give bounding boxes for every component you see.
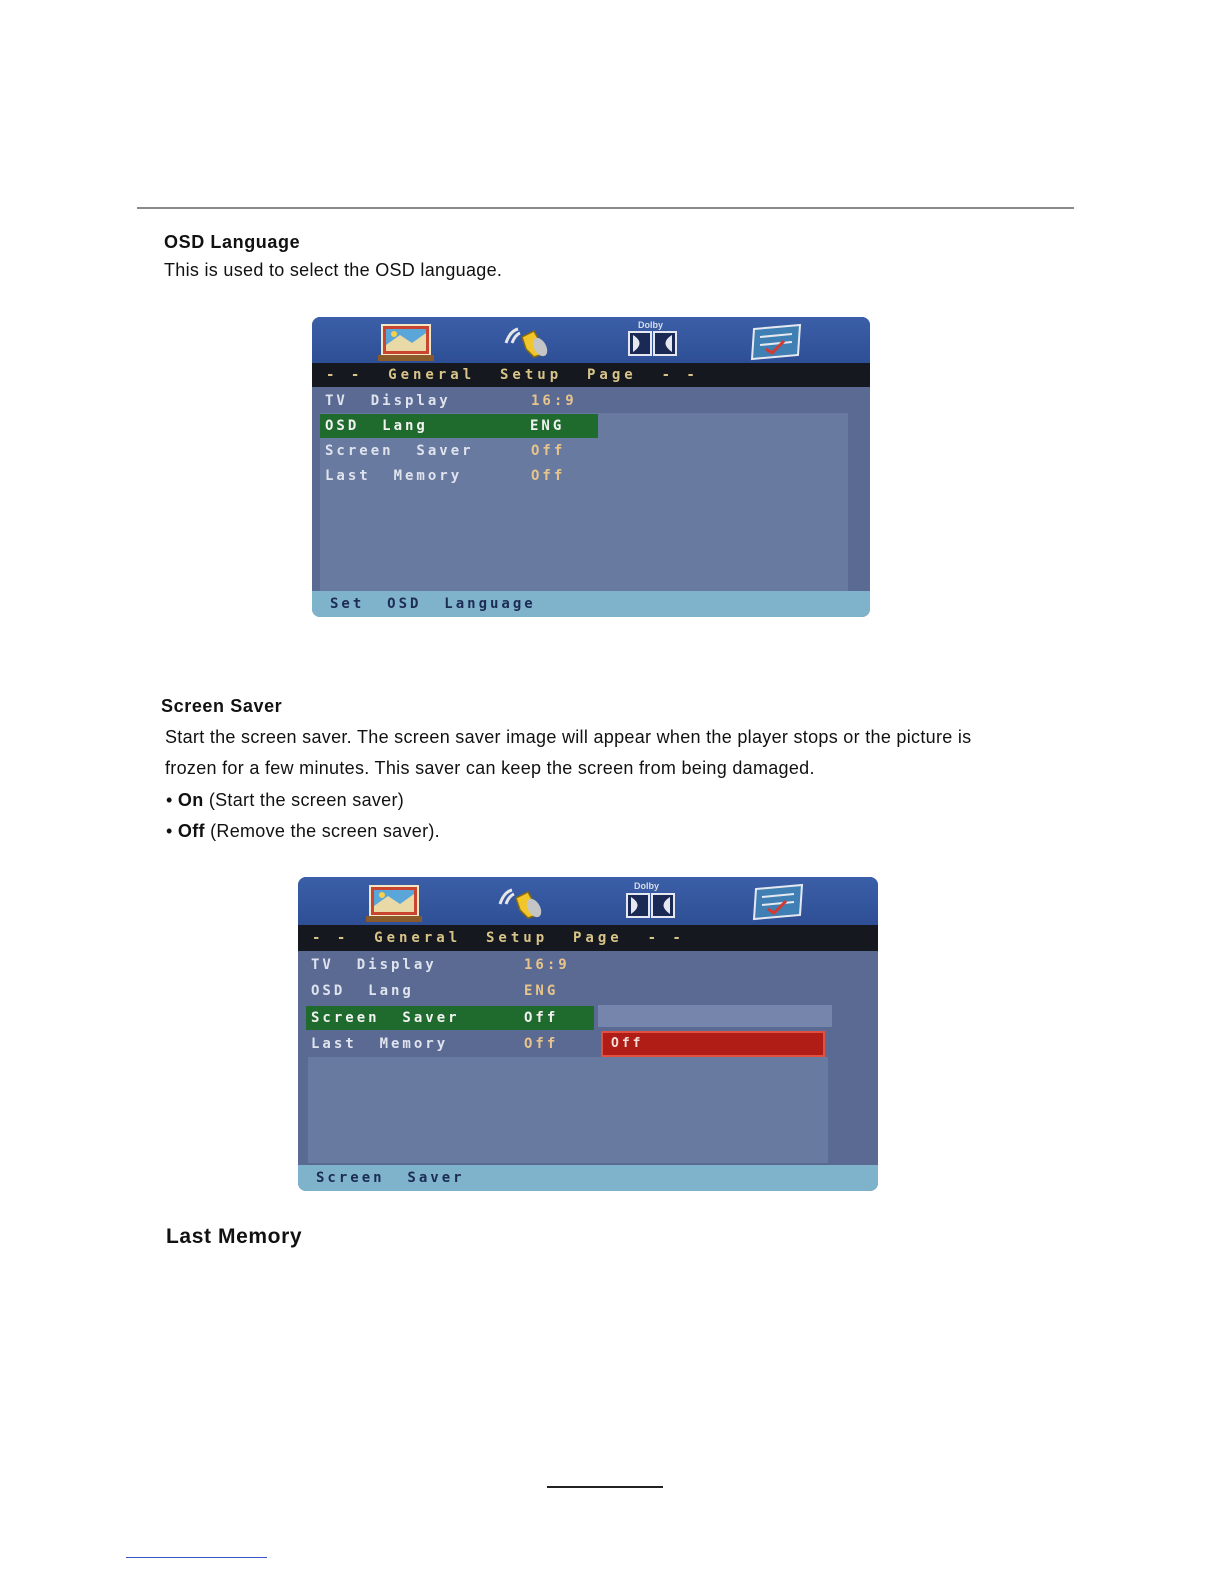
bullet-dot: •: [166, 790, 178, 810]
screen-saver-option-off[interactable]: Off: [601, 1031, 825, 1057]
menu-row-label: Screen Saver: [311, 1010, 460, 1026]
menu-row-label: OSD Lang: [311, 983, 414, 999]
menu-row-value: 16:9: [524, 957, 570, 973]
audio-setup-icon[interactable]: [494, 884, 552, 924]
menu-row-osd-lang[interactable]: [306, 979, 594, 1003]
dolby-setup-icon[interactable]: [626, 893, 676, 919]
osd-status-bar: Set OSD Language: [312, 591, 870, 617]
bullet-off: [166, 821, 440, 842]
menu-row-label: Last Memory: [311, 1036, 449, 1052]
menu-row-tv-display[interactable]: [306, 953, 594, 977]
osd-language-heading: OSD Language: [164, 232, 301, 252]
page-number-line: [547, 1486, 663, 1488]
menu-row-screen-saver[interactable]: [320, 439, 600, 463]
preference-setup-icon[interactable]: [750, 883, 808, 923]
general-setup-icon[interactable]: [366, 884, 424, 924]
dolby-setup-icon[interactable]: [628, 331, 678, 357]
preference-setup-icon[interactable]: [748, 323, 806, 363]
screen-saver-description-line1: Start the screen saver. The screen saver image will appear when the player stops or the picture is: [165, 727, 972, 747]
setup-icon-bar: [312, 317, 870, 363]
menu-row-value: Off: [524, 1036, 559, 1052]
screen-saver-description-line2: frozen for a few minutes. This saver can keep the screen from being damaged.: [165, 758, 815, 778]
screen-saver-heading: Screen Saver: [161, 696, 283, 716]
menu-row-value: 16:9: [531, 393, 577, 409]
menu-row-last-memory[interactable]: [320, 464, 600, 488]
dolby-label: Dolby: [634, 881, 660, 891]
osd-screen-language: [312, 317, 870, 617]
bullet-term: Off: [177, 821, 205, 841]
menu-row-osd-lang[interactable]: [320, 414, 598, 438]
bullet-on: [166, 790, 404, 811]
bullet-desc: (Remove the screen saver).: [204, 821, 440, 841]
menu-row-label: TV Display: [325, 393, 451, 409]
menu-row-screen-saver[interactable]: [306, 1006, 594, 1030]
submenu-strip: [598, 1005, 832, 1027]
menu-row-label: Last Memory: [325, 468, 463, 484]
menu-row-value: Off: [524, 1010, 559, 1026]
setup-icon-bar: [298, 877, 878, 925]
menu-row-value: Off: [531, 468, 566, 484]
menu-row-value: ENG: [524, 983, 559, 999]
menu-row-label: OSD Lang: [325, 418, 428, 434]
bullet-term: On: [177, 790, 204, 810]
menu-row-label: TV Display: [311, 957, 437, 973]
menu-row-label: Screen Saver: [325, 443, 474, 459]
osd-language-description: This is used to select the OSD language.: [164, 260, 503, 280]
osd-screen-screensaver: [298, 877, 878, 1191]
general-setup-icon[interactable]: [378, 323, 436, 363]
osd-page-title: - - General Setup Page - -: [312, 363, 870, 387]
menu-row-value: ENG: [530, 418, 565, 434]
footer-link-line: [126, 1557, 267, 1558]
osd-page-title: - - General Setup Page - -: [298, 925, 878, 951]
last-memory-heading: Last Memory: [166, 1225, 303, 1248]
audio-setup-icon[interactable]: [500, 323, 558, 363]
bullet-dot: •: [166, 821, 178, 841]
bullet-desc: (Start the screen saver): [203, 790, 405, 810]
osd-status-bar: Screen Saver: [298, 1165, 878, 1191]
top-divider: [137, 207, 1074, 209]
osd-menu-panel: [308, 1057, 828, 1163]
menu-row-value: Off: [531, 443, 566, 459]
dolby-label: Dolby: [638, 320, 664, 330]
menu-row-tv-display[interactable]: [320, 389, 600, 413]
menu-row-last-memory[interactable]: [306, 1032, 594, 1056]
